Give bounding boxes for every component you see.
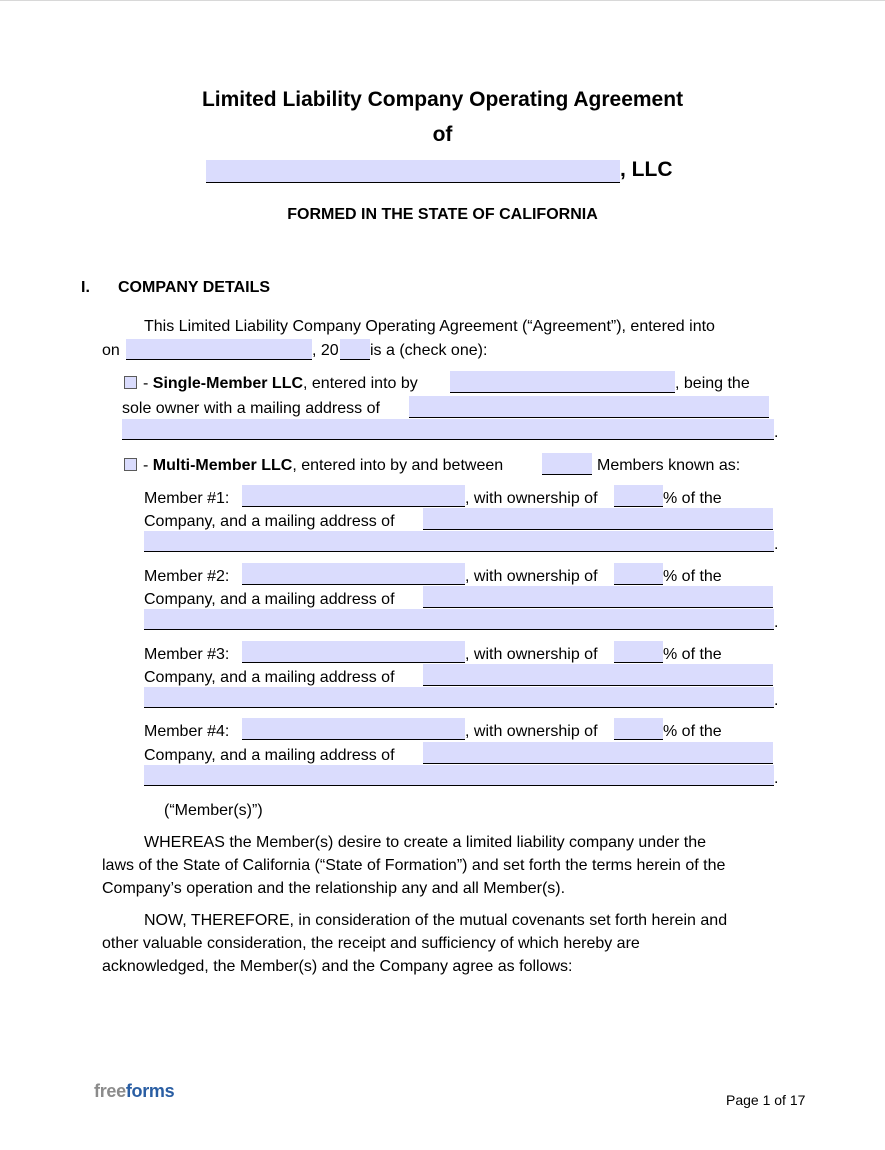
- member-2-name-field[interactable]: [242, 563, 465, 585]
- member-2-ownership-field[interactable]: [614, 563, 663, 585]
- member-2-address-label: Company, and a mailing address of: [144, 591, 395, 608]
- member-3-address-label: Company, and a mailing address of: [144, 669, 395, 686]
- intro-line-1: This Limited Liability Company Operating Agreement (“Agreement”), entered into: [144, 318, 715, 335]
- member-1-address-field-1[interactable]: [423, 508, 773, 530]
- llc-suffix: , LLC: [620, 158, 673, 181]
- period: .: [774, 536, 779, 553]
- member-4-ownership-field[interactable]: [614, 718, 663, 740]
- member-3-address-field-2[interactable]: [144, 687, 774, 708]
- member-3-label: Member #3:: [144, 646, 230, 663]
- member-1-ownership-field[interactable]: [614, 485, 663, 507]
- member-1-name-field[interactable]: [242, 485, 465, 507]
- member-2-address-field-1[interactable]: [423, 586, 773, 608]
- being-the: , being the: [675, 375, 750, 392]
- member-4-ownership-text: , with ownership of: [465, 723, 598, 740]
- whereas-line-1: WHEREAS the Member(s) desire to create a limited liability company under the: [144, 834, 706, 851]
- member-4-address-field-2[interactable]: [144, 765, 774, 786]
- document-title-of: of: [432, 123, 453, 146]
- member-1-address-label: Company, and a mailing address of: [144, 513, 395, 530]
- member-4-address-field-1[interactable]: [423, 742, 773, 764]
- date-field[interactable]: [126, 339, 312, 360]
- members-known-as: Members known as:: [597, 457, 741, 474]
- section-heading: COMPANY DETAILS: [118, 279, 271, 296]
- intro-check-one: is a (check one):: [370, 342, 488, 359]
- member-3-address-field-1[interactable]: [423, 664, 773, 686]
- single-member-label: Single-Member LLC: [152, 375, 304, 392]
- member-4-name-field[interactable]: [242, 718, 465, 740]
- multi-member-line: [143, 456, 503, 476]
- multi-member-checkbox[interactable]: [124, 458, 137, 471]
- member-4-address-label: Company, and a mailing address of: [144, 747, 395, 764]
- member-3-pct-text: % of the: [663, 646, 722, 663]
- member-3-ownership-text: , with ownership of: [465, 646, 598, 663]
- single-owner-address-field-2[interactable]: [122, 419, 774, 440]
- year-field[interactable]: [340, 339, 370, 360]
- member-4-label: Member #4:: [144, 723, 230, 740]
- entered-into-by-and-between: , entered into by and between: [292, 457, 504, 474]
- multi-member-label: Multi-Member LLC: [152, 457, 293, 474]
- period: .: [774, 770, 779, 787]
- member-3-ownership-field[interactable]: [614, 641, 663, 663]
- single-owner-name-field[interactable]: [450, 371, 675, 393]
- member-1-address-field-2[interactable]: [144, 531, 774, 552]
- member-3-name-field[interactable]: [242, 641, 465, 663]
- member-count-field[interactable]: [542, 453, 592, 475]
- dash: -: [143, 457, 153, 474]
- single-member-checkbox[interactable]: [124, 376, 137, 389]
- period: .: [774, 614, 779, 631]
- formed-in-state: FORMED IN THE STATE OF CALIFORNIA: [287, 206, 598, 223]
- member-1-ownership-text: , with ownership of: [465, 490, 598, 507]
- single-member-line: [143, 374, 418, 394]
- intro-on: on: [102, 342, 120, 359]
- now-therefore-line-3: acknowledged, the Member(s) and the Company agree as follows:: [102, 958, 573, 975]
- freeforms-logo: [94, 1081, 174, 1102]
- single-owner-address-field-1[interactable]: [409, 396, 769, 418]
- document-title: Limited Liability Company Operating Agreement: [201, 88, 684, 111]
- dash: -: [143, 375, 153, 392]
- member-1-pct-text: % of the: [663, 490, 722, 507]
- member-2-ownership-text: , with ownership of: [465, 568, 598, 585]
- entered-into-by: , entered into by: [303, 375, 418, 392]
- whereas-line-2: laws of the State of California (“State of Formation”) and set forth the terms herein of the: [102, 857, 726, 874]
- now-therefore-line-2: other valuable consideration, the receipt and sufficiency of which hereby are: [102, 935, 640, 952]
- sole-owner-address-label: sole owner with a mailing address of: [122, 400, 380, 417]
- section-number: I.: [81, 279, 90, 296]
- member-2-label: Member #2:: [144, 568, 230, 585]
- intro-20: , 20: [312, 342, 339, 359]
- logo-forms: forms: [125, 1081, 175, 1101]
- period: .: [774, 424, 779, 441]
- company-name-field[interactable]: [206, 160, 620, 183]
- period: .: [774, 692, 779, 709]
- whereas-line-3: Company’s operation and the relationship any and all Member(s).: [102, 880, 566, 897]
- member-2-pct-text: % of the: [663, 568, 722, 585]
- members-term: (“Member(s)”): [164, 802, 263, 819]
- page-number: Page 1 of 17: [726, 1092, 806, 1108]
- now-therefore-line-1: NOW, THEREFORE, in consideration of the mutual covenants set forth herein and: [144, 912, 728, 929]
- member-1-label: Member #1:: [144, 490, 230, 507]
- member-2-address-field-2[interactable]: [144, 609, 774, 630]
- member-4-pct-text: % of the: [663, 723, 722, 740]
- logo-free: free: [94, 1081, 126, 1101]
